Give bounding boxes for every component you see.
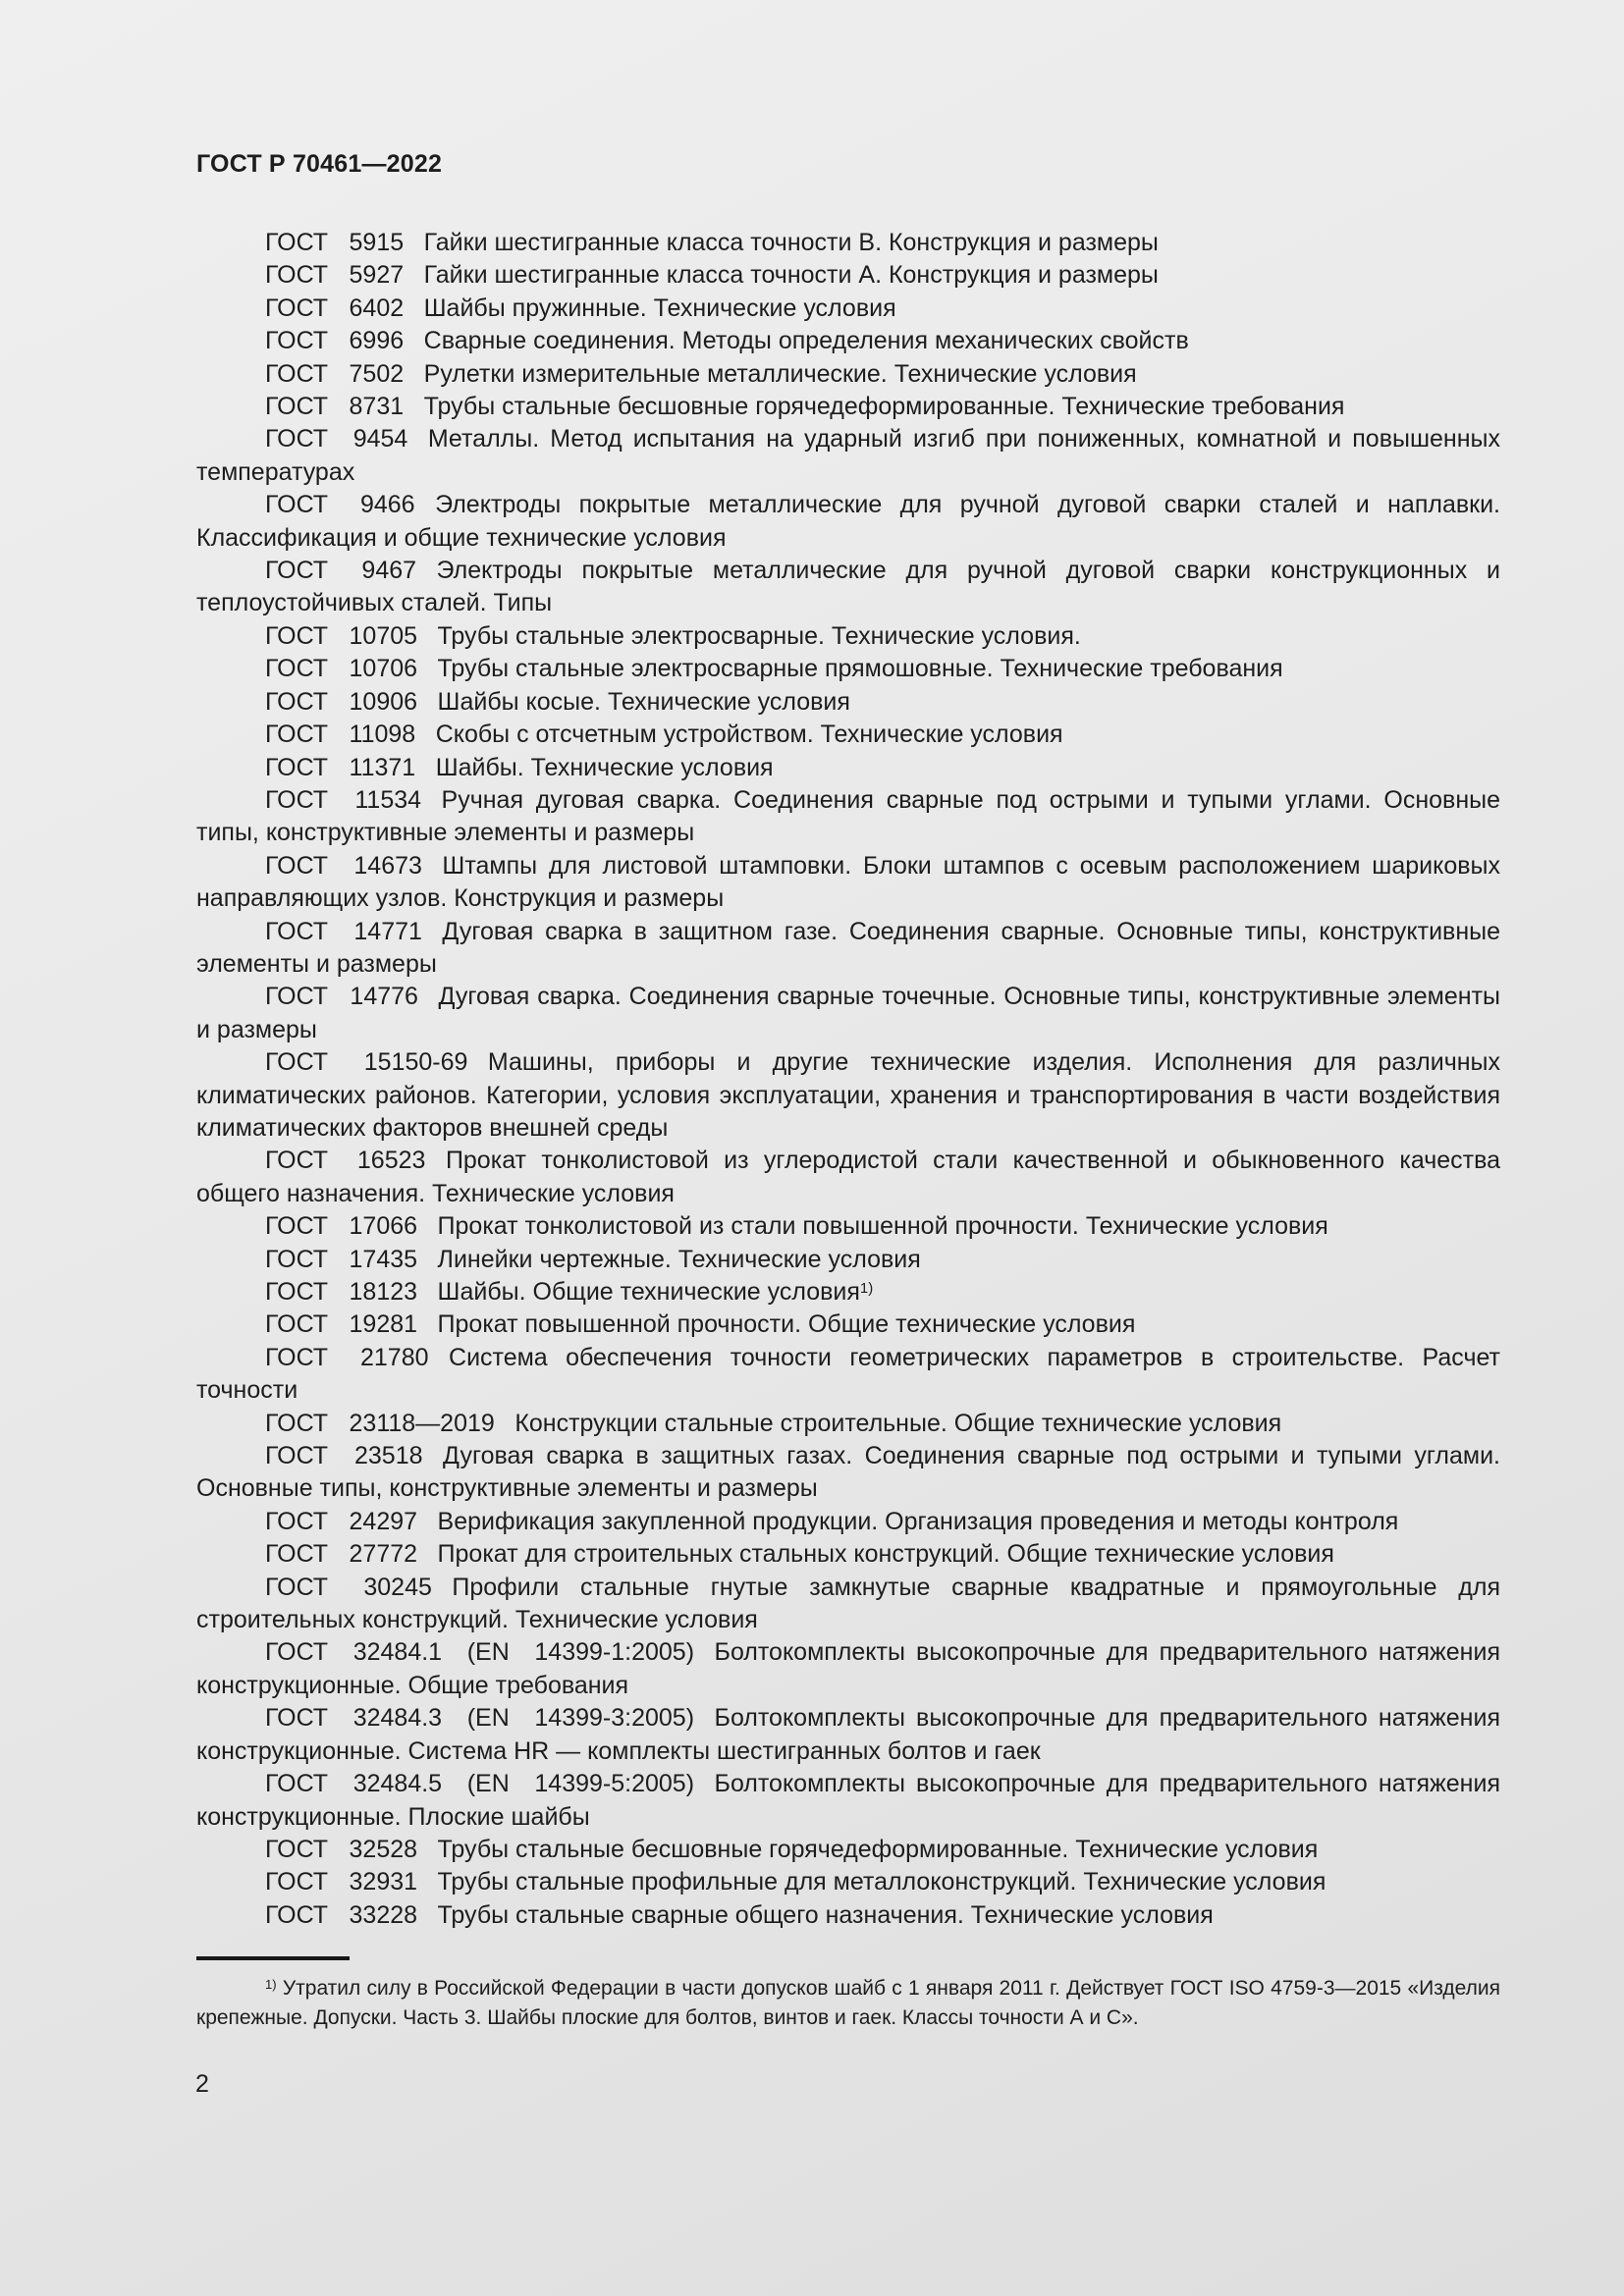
standard-number: ГОСТ 6402	[265, 294, 405, 322]
standards-list	[196, 227, 1500, 1932]
standard-number: ГОСТ 18123	[265, 1278, 418, 1306]
standard-number: ГОСТ 11534	[265, 785, 422, 814]
standard-entry	[196, 1702, 1500, 1768]
standard-title: Электроды покрытые металлические для ручной дуговой сварки конструкционных и теплоустойчивых сталей. Типы	[196, 557, 1500, 617]
standard-number: ГОСТ 14776	[265, 983, 418, 1011]
standard-title: Прокат тонколистовой из углеродистой стали качественной и обыкновенного качества общего назначения. Технические условия	[196, 1147, 1500, 1207]
standard-entry	[196, 916, 1500, 982]
standard-title: Скобы с отсчетным устройством. Технические условия	[435, 721, 1063, 749]
standard-entry	[196, 719, 1500, 751]
standard-title: Дуговая сварка в защитных газах. Соединения сварные под острыми и тупыми углами. Основные типы, конструктивные элементы и размеры	[196, 1442, 1500, 1503]
footnote-marker: 1)	[265, 1977, 277, 1992]
footnote-ref-marker: 1)	[859, 1280, 874, 1297]
standard-number: ГОСТ 32484.5 (EN 14399-5:2005)	[265, 1770, 695, 1798]
standard-number: ГОСТ 10706	[265, 655, 418, 683]
standard-number: ГОСТ 24297	[265, 1507, 418, 1535]
standard-entry	[196, 653, 1500, 685]
standard-number: ГОСТ 10705	[265, 621, 418, 650]
standard-title: Рулетки измерительные металлические. Технические условия	[423, 359, 1137, 388]
standard-entry	[196, 1244, 1500, 1276]
standard-number: ГОСТ 32484.3 (EN 14399-3:2005)	[265, 1704, 695, 1733]
standard-entry	[196, 1572, 1500, 1637]
standard-number: ГОСТ 16523	[265, 1147, 426, 1175]
standard-number: ГОСТ 17066	[265, 1212, 418, 1241]
standard-number: ГОСТ 23518	[265, 1442, 423, 1470]
standard-number: ГОСТ 15150-69	[265, 1048, 468, 1077]
standard-title: Шайбы косые. Технические условия	[437, 687, 850, 716]
standard-number: ГОСТ 9454	[265, 425, 408, 454]
standard-title: Металлы. Метод испытания на ударный изгиб при пониженных, комнатной и повышенных температурах	[196, 425, 1501, 486]
standard-title: Болтокомплекты высокопрочные для предварительного натяжения конструкционные. Система HR — комплекты шестигранных болтов и гаек	[196, 1704, 1500, 1765]
page-header: ГОСТ Р 70461—2022	[196, 150, 443, 178]
standard-number: ГОСТ 9466	[265, 491, 415, 519]
standard-entry	[196, 784, 1500, 850]
standard-entry	[196, 358, 1500, 391]
standard-number: ГОСТ 33228	[265, 1900, 418, 1929]
standard-title: Трубы стальные сварные общего назначения. Технические условия	[437, 1900, 1214, 1929]
standard-title: Трубы стальные бесшовные горячедеформированные. Технические требования	[423, 393, 1345, 421]
standard-number: ГОСТ 9467	[265, 557, 417, 585]
standard-title: Болтокомплекты высокопрочные для предварительного натяжения конструкционные. Плоские шайбы	[196, 1770, 1500, 1831]
standard-title: Система обеспечения точности геометрических параметров в строительстве. Расчет точности	[196, 1343, 1500, 1405]
standard-entry	[196, 1210, 1500, 1243]
standard-number: ГОСТ 14771	[265, 917, 422, 945]
standard-entry	[196, 555, 1500, 620]
standard-entry	[196, 1145, 1500, 1210]
footnote-divider	[196, 1956, 350, 1960]
standard-title: Профили стальные гнутые замкнутые сварные квадратные и прямоугольные для строительных конструкций. Технические условия	[196, 1573, 1500, 1634]
standard-title: Болтокомплекты высокопрочные для предварительного натяжения конструкционные. Общие требования	[196, 1638, 1500, 1699]
standard-title: Дуговая сварка в защитном газе. Соединения сварные. Основные типы, конструктивные элементы и размеры	[196, 917, 1500, 978]
standard-number: ГОСТ 11098	[265, 721, 416, 749]
standard-title: Шайбы. Технические условия	[435, 753, 774, 781]
standard-entry	[196, 620, 1500, 653]
standard-entry	[196, 1308, 1500, 1341]
standard-entry	[196, 1408, 1500, 1440]
standard-title: Машины, приборы и другие технические изделия. Исполнения для различных климатических районов. Категории, условия эксплуатации, хранения и транспортирования в части воздействия климатических факторов внешней среды	[196, 1048, 1500, 1142]
standard-number: ГОСТ 5927	[265, 261, 405, 290]
standard-entry	[196, 1342, 1500, 1408]
standard-number: ГОСТ 32528	[265, 1835, 418, 1863]
standard-number: ГОСТ 10906	[265, 687, 418, 716]
standard-title: Дуговая сварка. Соединения сварные точечные. Основные типы, конструктивные элементы и размеры	[196, 983, 1501, 1043]
standard-number: ГОСТ 14673	[265, 851, 422, 880]
standard-number: ГОСТ 6996	[265, 327, 405, 355]
standard-number: ГОСТ 23118—2019	[265, 1409, 495, 1437]
standard-number: ГОСТ 21780	[265, 1343, 429, 1371]
standard-title: Гайки шестигранные класса точности А. Конструкция и размеры	[423, 261, 1159, 290]
standard-entry	[196, 391, 1500, 423]
footnote-text: Утратил силу в Российской Федерации в части допусков шайб с 1 января 2011 г. Действует ГОСТ ISO 4759-3—2015 «Изделия крепежные. Допуски. Часть 3. Шайбы плоские для болтов, винтов и гаек. Классы точности А и С».	[196, 1977, 1500, 2029]
standard-entry	[196, 1506, 1500, 1538]
standard-number: ГОСТ 7502	[265, 359, 405, 388]
standard-entry	[196, 259, 1500, 292]
standard-number: ГОСТ 17435	[265, 1245, 418, 1273]
page-number: 2	[195, 2070, 209, 2098]
standard-entry	[196, 1440, 1500, 1506]
standard-title: Трубы стальные электросварные прямошовные. Технические требования	[437, 655, 1283, 683]
standard-title: Штампы для листовой штамповки. Блоки штампов с осевым расположением шариковых направляющих узлов. Конструкция и размеры	[196, 851, 1500, 913]
standard-number: ГОСТ 32931	[265, 1868, 418, 1896]
standard-title: Прокат тонколистовой из стали повышенной прочности. Технические условия	[437, 1212, 1328, 1241]
standard-entry	[196, 1276, 1500, 1308]
standard-title: Трубы стальные электросварные. Технические условия.	[437, 621, 1081, 650]
standard-entry	[196, 686, 1500, 719]
standard-entry	[196, 1866, 1500, 1898]
standard-entry	[196, 293, 1500, 325]
standard-number: ГОСТ 8731	[265, 393, 405, 421]
standard-title: Трубы стальные профильные для металлоконструкций. Технические условия	[437, 1868, 1326, 1896]
standard-title: Конструкции стальные строительные. Общие технические условия	[514, 1409, 1282, 1437]
standard-title: Верификация закупленной продукции. Организация проведения и методы контроля	[437, 1507, 1399, 1535]
standard-number: ГОСТ 5915	[265, 229, 405, 256]
standard-number: ГОСТ 19281	[265, 1310, 418, 1339]
standard-entry	[196, 489, 1500, 555]
standard-number: ГОСТ 32484.1 (EN 14399-1:2005)	[265, 1638, 695, 1667]
standard-title: Шайбы. Общие технические условия	[437, 1278, 860, 1306]
standard-entry	[196, 1636, 1500, 1702]
standard-entry	[196, 1834, 1500, 1866]
standard-number: ГОСТ 30245	[265, 1573, 432, 1601]
standard-entry	[196, 423, 1500, 489]
standard-title: Прокат повышенной прочности. Общие технические условия	[437, 1310, 1136, 1339]
standard-entry	[196, 752, 1500, 784]
standard-title: Электроды покрытые металлические для ручной дуговой сварки сталей и наплавки. Классификация и общие технические условия	[196, 491, 1500, 552]
standard-title: Прокат для строительных стальных конструкций. Общие технические условия	[437, 1540, 1334, 1569]
standard-entry	[196, 1768, 1500, 1834]
standard-title: Линейки чертежные. Технические условия	[437, 1245, 921, 1273]
standard-title: Шайбы пружинные. Технические условия	[423, 294, 896, 322]
standard-entry	[196, 325, 1500, 357]
standard-entry	[196, 981, 1500, 1046]
footnote	[196, 1974, 1500, 2033]
standard-number: ГОСТ 11371	[265, 753, 416, 781]
standard-entry	[196, 227, 1500, 259]
standard-entry	[196, 1899, 1500, 1932]
standard-entry	[196, 1538, 1500, 1571]
standard-number: ГОСТ 27772	[265, 1540, 418, 1569]
standard-title: Ручная дуговая сварка. Соединения сварные под острыми и тупыми углами. Основные типы, конструктивные элементы и размеры	[196, 785, 1500, 847]
standard-entry	[196, 1046, 1500, 1145]
standard-title: Гайки шестигранные класса точности В. Конструкция и размеры	[423, 229, 1159, 256]
standard-entry	[196, 850, 1500, 916]
standard-title: Сварные соединения. Методы определения механических свойств	[423, 327, 1189, 355]
standard-title: Трубы стальные бесшовные горячедеформированные. Технические условия	[437, 1835, 1319, 1863]
